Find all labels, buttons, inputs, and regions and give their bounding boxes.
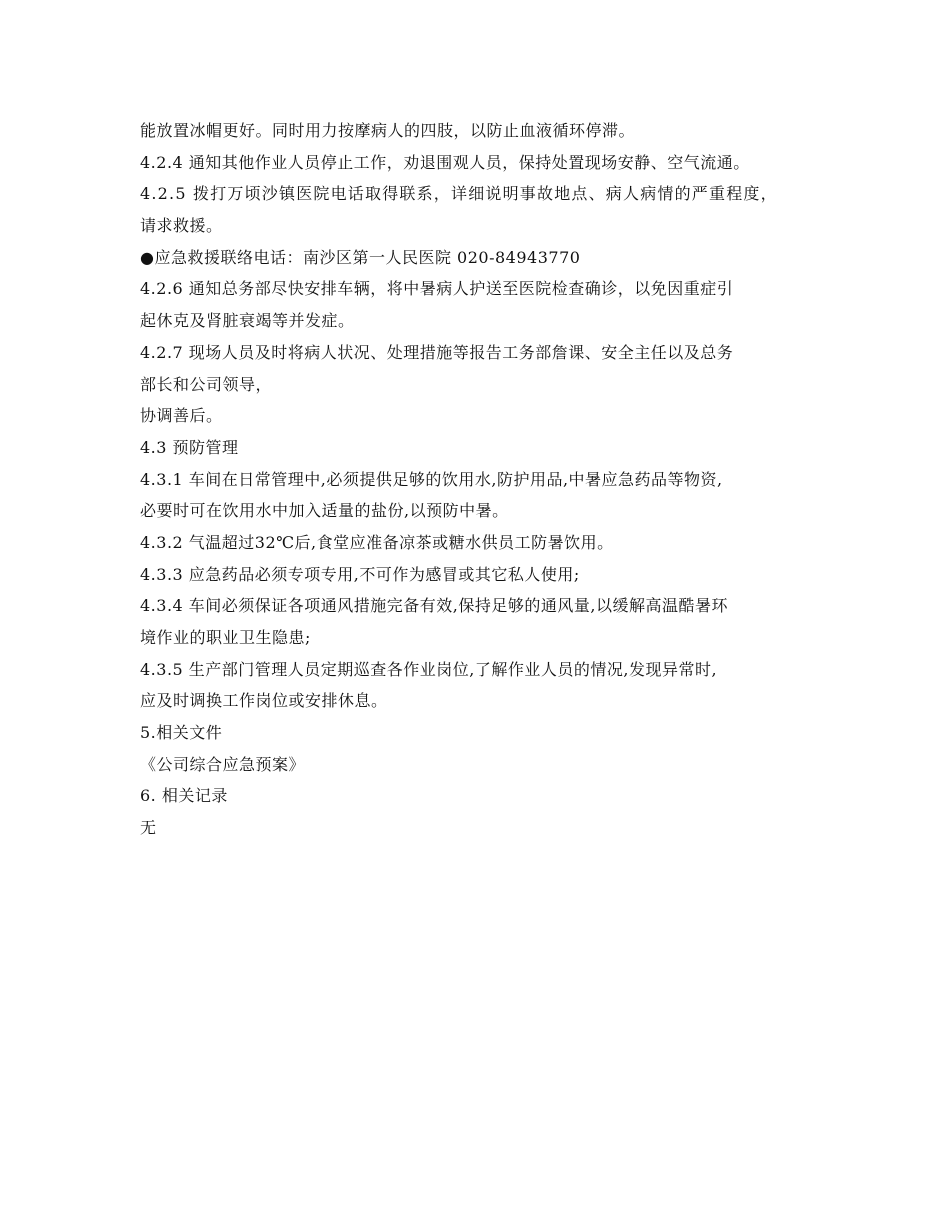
text-line: 《公司综合应急预案》 — [140, 754, 306, 774]
text-line: 4.3.3 应急药品必须专项专用,不可作为感冒或其它私人使用; — [140, 564, 580, 584]
text-line: 协调善后。 — [140, 406, 223, 426]
text-line: 4.2.7 现场人员及时将病人状况、处理措施等报告工务部詹课、安全主任以及总务 — [140, 342, 734, 362]
text-line: 4.2.5 拨打万顷沙镇医院电话取得联系，详细说明事故地点、病人病情的严重程度， — [140, 184, 778, 204]
document-body — [140, 115, 830, 844]
text-line: 4.3.2 气温超过32℃后,食堂应准备凉茶或糖水供员工防暑饮用。 — [140, 532, 614, 552]
emergency-contact-line: ●应急救援联络电话：南沙区第一人民医院 020-84943770 — [140, 247, 581, 267]
text-line: 4.3.1 车间在日常管理中,必须提供足够的饮用水,防护用品,中暑应急药品等物资, — [140, 469, 723, 489]
text-line: 起休克及肾脏衰竭等并发症。 — [140, 311, 355, 331]
section-heading: 5.相关文件 — [140, 723, 223, 743]
text-line: 4.2.4 通知其他作业人员停止工作，劝退围观人员，保持处置现场安静、空气流通。 — [140, 152, 750, 172]
text-line: 4.3.4 车间必须保证各项通风措施完备有效,保持足够的通风量,以缓解高温酷暑环 — [140, 596, 728, 616]
text-line: 无 — [140, 818, 157, 838]
text-line: 部长和公司领导， — [140, 374, 273, 394]
text-line: 必要时可在饮用水中加入适量的盐份,以预防中暑。 — [140, 501, 509, 521]
text-line: 能放置冰帽更好。同时用力按摩病人的四肢，以防止血液循环停滞。 — [140, 121, 636, 140]
text-line: 境作业的职业卫生隐患; — [140, 628, 311, 647]
text-line: 请求救援。 — [140, 216, 223, 236]
text-line: 4.2.6 通知总务部尽快安排车辆，将中暑病人护送至医院检查确诊，以免因重症引 — [140, 279, 734, 299]
section-heading: 4.3 预防管理 — [140, 437, 239, 457]
text-line: 4.3.5 生产部门管理人员定期巡查各作业岗位,了解作业人员的情况,发现异常时, — [140, 659, 718, 679]
text-line: 应及时调换工作岗位或安排休息。 — [140, 691, 388, 711]
section-heading: 6. 相关记录 — [140, 786, 228, 806]
